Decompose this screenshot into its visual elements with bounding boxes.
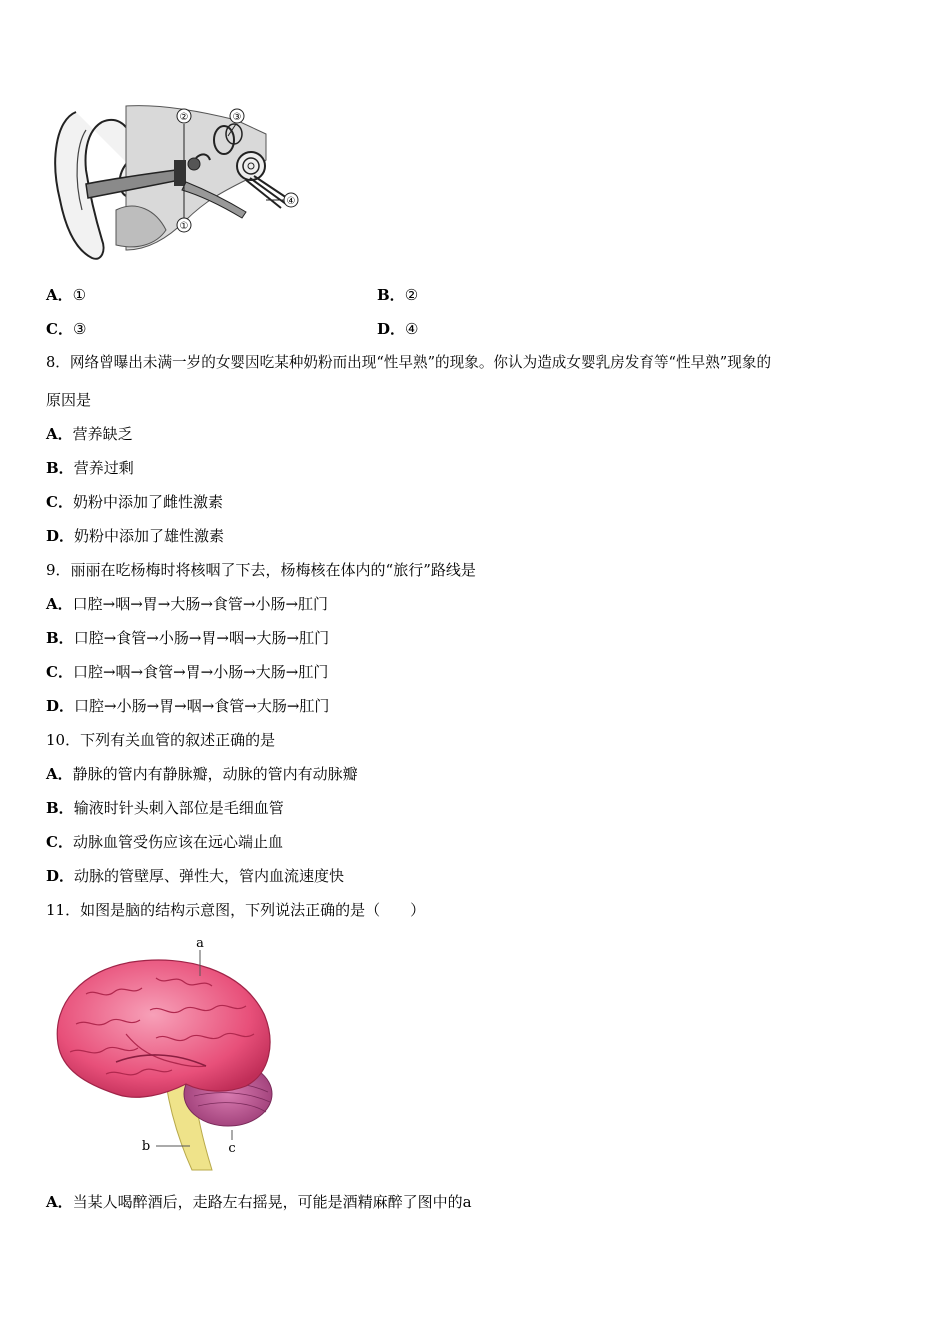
option-label: D． <box>46 527 75 545</box>
option-text: 静脉的管内有静脉瓣，动脉的管内有动脉瓣 <box>72 765 358 783</box>
q10-option-c[interactable] <box>46 832 283 852</box>
q10-option-d[interactable] <box>46 866 344 886</box>
option-label: C． <box>46 320 73 338</box>
option-label: B． <box>46 459 74 477</box>
option-text: 奶粉中添加了雌性激素 <box>72 493 223 511</box>
option-label: D． <box>377 320 406 338</box>
option-label: C． <box>46 493 73 511</box>
option-text: ④ <box>405 320 419 338</box>
option-text: 口腔→咽→胃→大肠→食管→小肠→肛门 <box>72 595 329 613</box>
q10-option-b[interactable] <box>46 798 284 818</box>
ear-diagram-drawing <box>46 100 306 265</box>
option-label: A． <box>46 425 73 443</box>
option-label: A． <box>46 1193 73 1211</box>
brain-diagram <box>46 934 286 1179</box>
option-text: 营养缺乏 <box>72 425 133 443</box>
option-text: 动脉血管受伤应该在远心端止血 <box>72 833 283 851</box>
q8-option-d[interactable] <box>46 526 224 546</box>
ear-label-1: ① <box>179 221 189 232</box>
option-label: B． <box>377 286 405 304</box>
ear-diagram <box>46 100 306 265</box>
ear-label-2: ② <box>179 112 189 123</box>
q9-option-c[interactable] <box>46 662 328 682</box>
option-label: B． <box>46 629 74 647</box>
option-text: 动脉的管壁厚、弹性大，管内血流速度快 <box>74 867 345 885</box>
option-text: ② <box>404 286 419 304</box>
option-text: ① <box>72 286 87 304</box>
brain-label-a: a <box>196 936 204 951</box>
q7-option-b[interactable] <box>377 285 418 305</box>
brain-label-b: b <box>141 1139 151 1154</box>
option-text: 口腔→小肠→胃→咽→食管→大肠→肛门 <box>74 697 330 715</box>
q10-stem: 10．下列有关血管的叙述正确的是 <box>46 731 276 749</box>
ear-label-3: ③ <box>232 112 242 123</box>
q8-option-a[interactable] <box>46 424 133 444</box>
q8-option-c[interactable] <box>46 492 223 512</box>
brain-diagram-drawing <box>46 934 286 1179</box>
option-text: 当某人喝醉酒后，走路左右摇晃，可能是酒精麻醉了图中的a <box>72 1193 472 1211</box>
q11-stem: 11．如图是脑的结构示意图，下列说法正确的是（ ） <box>46 901 426 919</box>
option-label: D． <box>46 867 75 885</box>
q9-option-a[interactable] <box>46 594 328 614</box>
option-text: 奶粉中添加了雄性激素 <box>74 527 225 545</box>
option-label: C． <box>46 833 73 851</box>
q8-stem-line1: 8．网络曾曝出未满一岁的女婴因吃某种奶粉而出现“性早熟”的现象。你认为造成女婴乳房发育等“性早熟”现象的 <box>46 354 772 371</box>
q7-option-a[interactable] <box>46 285 86 305</box>
option-label: C． <box>46 663 73 681</box>
option-label: A． <box>46 765 73 783</box>
q9-stem: 9．丽丽在吃杨梅时将核咽了下去，杨梅核在体内的“旅行”路线是 <box>46 561 476 579</box>
option-text: 口腔→咽→食管→胃→小肠→大肠→肛门 <box>72 663 329 681</box>
option-label: A． <box>46 286 73 304</box>
option-text: 营养过剩 <box>73 459 134 477</box>
q10-option-a[interactable] <box>46 764 358 784</box>
q8-stem-line2: 原因是 <box>46 391 92 409</box>
q11-option-a[interactable] <box>46 1192 472 1212</box>
option-label: B． <box>46 799 74 817</box>
q7-option-d[interactable] <box>377 319 418 339</box>
q8-option-b[interactable] <box>46 458 134 478</box>
ear-label-4: ④ <box>286 196 296 207</box>
option-text: 输液时针头刺入部位是毛细血管 <box>73 799 284 817</box>
q9-option-b[interactable] <box>46 628 329 648</box>
q7-option-c[interactable] <box>46 319 86 339</box>
option-label: A． <box>46 595 73 613</box>
q9-option-d[interactable] <box>46 696 329 716</box>
option-text: 口腔→食管→小肠→胃→咽→大肠→肛门 <box>73 629 330 647</box>
option-text: ③ <box>72 320 87 338</box>
brain-label-c: c <box>228 1141 236 1156</box>
option-label: D． <box>46 697 75 715</box>
